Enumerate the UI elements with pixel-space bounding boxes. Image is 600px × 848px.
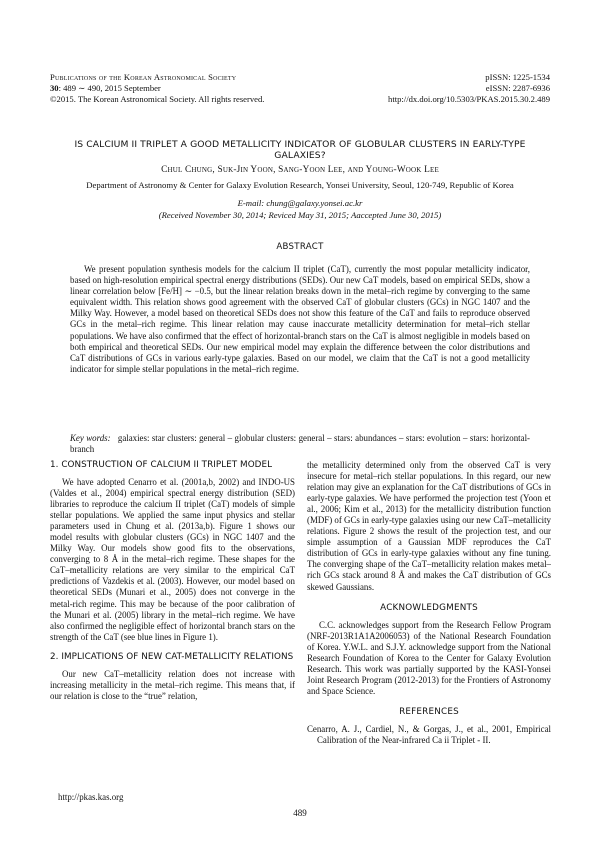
abstract-text: We present population synthesis models for the calcium II triplet (CaT), currently the most popular metallicity indicator, based on high-resolution empirical spectral energy distributions (SEDs). Our new CaT models, based on empirical SEDs, show a linear correlation below [Fe/H] ∼ −0.5, but the linear relation breaks down in the metal–rich regime by converging to the same equivalent width. This relation shows good agreement with the observed CaT of globular clusters (GCs) in NGC 1407 and the Milky Way. However, a model based on theoretical SEDs does not show this feature of the CaT and fails to reproduce observed GCs in the metal–rich regime. This linear relation may cause inaccurate metallicity determination for metal–rich stellar populations. We have also confirmed that the effect of horizontal-branch stars on the CaT is almost negligible in models based on both empirical and theoretical SEDs. Our new empirical model may explain the difference between the color distributions and CaT distributions of GCs in various early-type galaxies. Based on our model, we claim that the CaT is not a good metallicity indicator for simple stellar populations in the metal–rich regime.: [70, 264, 530, 374]
acknowledgments-heading: ACKNOWLEDGMENTS: [380, 602, 478, 613]
keywords-text: galaxies: star clusters: general – globular clusters: general – stars: abundances – stars: evolution – stars: horizontal-branch: [70, 433, 530, 454]
journal-header: [50, 72, 550, 105]
email: E-mail: chung@galaxy.yonsei.ac.kr: [237, 198, 363, 208]
references-list: [307, 724, 551, 746]
eissn: eISSN: 2287-6936: [485, 83, 550, 93]
received-dates: (Received November 30, 2014; Reviced May 31, 2015; Aaccepted June 30, 2015): [158, 210, 442, 220]
doi-link[interactable]: http://dx.doi.org/10.5303/PKAS.2015.30.2.489: [388, 94, 550, 104]
keywords-label: Key words:: [70, 433, 111, 443]
reference-item: Cenarro, A. J., Cardiel, N., & Gorgas, J., et al., 2001, Empirical Calibration of the Near-infrared Ca ii Triplet - II.: [307, 723, 551, 746]
page-number: 489: [293, 808, 307, 818]
section-2-text-left: Our new CaT–metallicity relation does not increase with increasing metallicity in the metal–rich regime. This means that, if our relation is close to the “true” relation,: [50, 668, 295, 701]
volume-info: [50, 83, 161, 94]
header-row-2: [50, 83, 550, 94]
header-row-1: [50, 72, 550, 83]
paper-authors: Chul Chung, Suk-Jin Yoon, Sang-Yoon Lee, and Young-Wook Lee: [161, 165, 439, 175]
pissn: pISSN: 1225-1534: [485, 72, 550, 82]
section-1-heading: 1. CONSTRUCTION OF CALCIUM II TRIPLET MODEL: [50, 460, 273, 470]
section-2-text-right: the metallicity determined only from the observed CaT is very insecure for metal–rich stellar populations. In this regard, our new relation may give an explanation for the CaT distributions of GCs in early-type galaxies. We have performed the projection test (Yoon et al., 2006; Kim et al., 2013) for the metallicity distribution function (MDF) of GCs in early-type galaxies using our new CaT–metallicity relations. Figure 2 shows the result of the projection test, and our simple assumption of a Gaussian MDF reproduces the CaT distribution of GCs in early-type galaxies without any fine tuning. The converging shape of the CaT–metallicity relation makes metal–rich GCs stack around 8 Å and makes the CaT distribution of GCs skewed Gaussians.: [307, 460, 551, 592]
copyright: ©2015. The Korean Astronomical Society. All rights reserved.: [50, 94, 265, 104]
paper-title: IS CALCIUM II TRIPLET A GOOD METALLICITY INDICATOR OF GLOBULAR CLUSTERS IN EARLY-TYPE GALAXIES?: [74, 139, 526, 161]
journal-name: Publications of the Korean Astronomical Society: [50, 72, 237, 82]
section-2-heading: 2. IMPLICATIONS OF NEW CAT-METALLICITY RELATIONS: [50, 651, 294, 662]
journal-url[interactable]: http://pkas.kas.org: [58, 792, 124, 802]
abstract-heading: ABSTRACT: [276, 242, 324, 252]
volume-number: 30: [50, 83, 59, 93]
right-column: [307, 460, 551, 746]
section-1-text: We have adopted Cenarro et al. (2001a,b, 2002) and INDO-US (Valdes et al., 2004) empirical spectral energy distribution (SED) libraries to reproduce the calcium II triplet (CaT) models of simple stellar populations. We applied the same input physics and stellar parameters used in Chung et al. (2013a,b). Figure 1 shows our model results with globular clusters (GCs) in NGC 1407 and the Milky Way. Our models show good fits to the observations, converging to 8 Å in the metal–rich regime. These shapes for the CaT–metallicity relations are very similar to the empirical CaT predictions of Vazdekis et al. (2003). However, our model based on theoretical SEDs (Munari et al., 2005) does not converge in the metal-rich regime. This may be because of the poor calibration of the Munari et al. (2005) library in the metal–rich regime. We have also confirmed the negligible effect of horizontal branch stars on the strength of the CaT (see blue lines in Figure 1).: [50, 477, 295, 642]
references-heading: REFERENCES: [399, 706, 459, 717]
left-column: [50, 460, 295, 702]
affiliation: Department of Astronomy & Center for Galaxy Evolution Research, Yonsei University, Seoul, 120-749, Republic of Korea: [86, 180, 514, 190]
header-row-3: [50, 94, 550, 105]
volume-pages: : 489 ∼ 490, 2015 September: [58, 83, 161, 93]
acknowledgments-text: C.C. acknowledges support from the Research Fellow Program (NRF-2013R1A1A2006053) of the National Research Foundation of Korea. Y.W.L. and S.J.Y. acknowledge support from the National Research Foundation of Korea to the Center for Galaxy Evolution Research. This work was partially supported by the KASI-Yonsei Joint Research Program (2012-2013) for the Frontiers of Astronomy and Space Science.: [307, 619, 551, 696]
keywords: [70, 433, 530, 455]
